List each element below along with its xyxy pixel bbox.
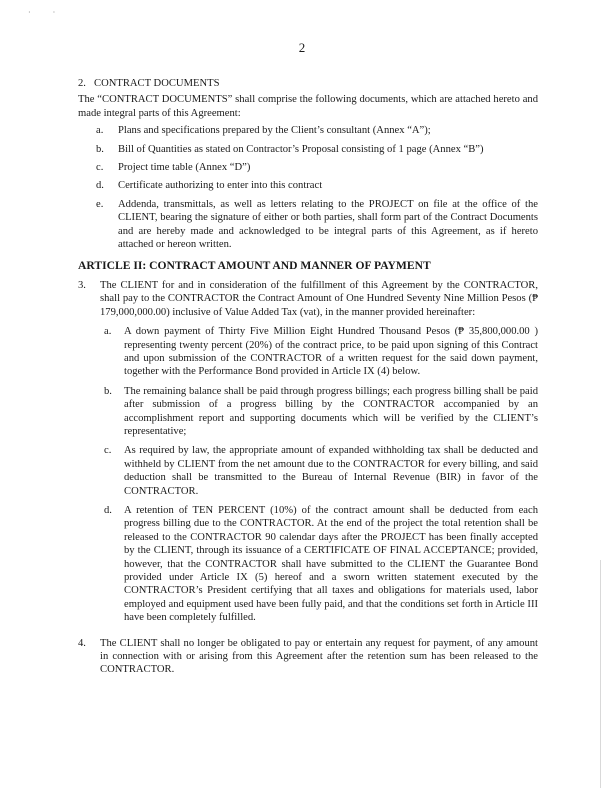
payment-terms-list [100, 325, 538, 625]
clause-3 [78, 279, 538, 631]
scan-artifact: · · [28, 8, 66, 17]
list-marker: e. [96, 198, 104, 210]
list-text: Bill of Quantities as stated on Contractor’s Proposal consisting of 1 page (Annex “B”) [118, 143, 484, 155]
list-item [100, 325, 538, 379]
list-marker: c. [96, 162, 104, 174]
clause-text: The CLIENT shall no longer be obligated to pay or entertain any request for payment, of any amount in connection with or arising from this Agreement after the retention sum has been released to the CONTRACTOR. [100, 637, 538, 676]
clause-4 [78, 637, 538, 677]
list-item [100, 385, 538, 439]
list-item [78, 124, 538, 137]
contract-documents-list [78, 124, 538, 251]
list-marker: d. [104, 504, 112, 516]
list-text: Project time table (Annex “D”) [118, 162, 251, 174]
list-text: Plans and specifications prepared by the Client’s consultant (Annex “A”); [118, 125, 431, 137]
scan-edge-line [600, 560, 601, 788]
list-text: Addenda, transmittals, as well as letters relating to the PROJECT on file at the office of the CLIENT, bearing the signature of either or both parties, shall form part of the Contract Documents and are hereby made and acknowledged to be integral parts of this Agreement, as if hereto attached or hereon written. [118, 198, 538, 251]
list-item [78, 143, 538, 156]
list-item [78, 179, 538, 192]
list-marker: b. [104, 385, 112, 397]
list-text: Certificate authorizing to enter into this contract [118, 180, 323, 192]
section-number: 2. [78, 78, 86, 89]
section-title: CONTRACT DOCUMENTS [94, 78, 220, 89]
list-text: The remaining balance shall be paid through progress billings; each progress billing shall be paid after submission of a progress billing by the CONTRACTOR accompanied by an accomplishment report and supporting documents which will be verified by the CLIENT’s representative; [124, 385, 538, 437]
list-text: A retention of TEN PERCENT (10%) of the contract amount shall be deducted from each progress billing due to the CONTRACTOR. At the end of the project the total retention shall be released to the CONTRACTOR 90 calendar days after the PROJECT has been finally accepted by the CLIENT, through its issuance of a CERTIFICATE OF FINAL ACCEPTANCE; provided, however, that the CONTRACTOR shall have submitted to the CLIENT the Guarantee Bond provided under Article IX (5) hereof and a sworn written statement executed by the CONTRACTOR’s President certifying that all taxes and obligations for materials used, labor employed and equipment used have been fully paid, and that the conditions set forth in Article III have been completely fulfilled. [124, 504, 538, 624]
clause-number: 4. [78, 637, 86, 649]
list-marker: c. [104, 445, 112, 457]
article-heading: ARTICLE II: CONTRACT AMOUNT AND MANNER OF PAYMENT [78, 259, 431, 273]
section-heading [78, 77, 538, 90]
clause-text: The CLIENT for and in consideration of the fulfillment of this Agreement by the CONTRACTOR, shall pay to the CONTRACTOR the Contract Amount of One Hundred Seventy Nine Million Pesos (₱ 179,000,000.00) inclusive of Value Added Tax (vat), in the manner provided hereinafter: [100, 279, 538, 318]
list-item [100, 444, 538, 498]
list-item [78, 161, 538, 174]
list-marker: d. [96, 180, 104, 192]
list-marker: a. [96, 125, 104, 137]
section-intro: The “CONTRACT DOCUMENTS” shall comprise the following documents, which are attached hereto and made integral parts of this Agreement: [78, 94, 538, 119]
list-marker: b. [96, 143, 104, 155]
list-text: A down payment of Thirty Five Million Eight Hundred Thousand Pesos (₱ 35,800,000.00 ) representing twenty percent (20%) of the contract price, to be paid upon signing of this Contract and upon submission of the CONTRACTOR of a written request for the said down payment, together with the Performance Bond provided in Article IX (4) below. [124, 326, 538, 378]
list-text: As required by law, the appropriate amount of expanded withholding tax shall be deducted and withheld by CLIENT from the net amount due to the CONTRACTOR for every billing, and said deduction shall be transmitted to the Bureau of Internal Revenue (BIR) in favor of the CONTRACTOR. [124, 445, 538, 497]
list-marker: a. [104, 326, 112, 338]
list-item [78, 198, 538, 252]
page-number: 2 [298, 40, 306, 55]
document-body [78, 77, 538, 683]
clause-number: 3. [78, 279, 86, 291]
list-item [100, 504, 538, 625]
